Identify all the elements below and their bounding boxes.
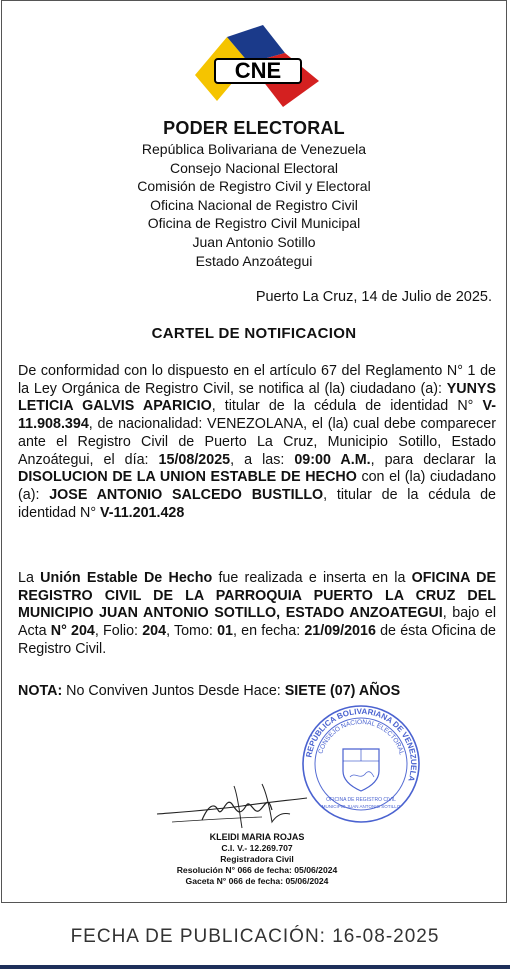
act-number: N° 204: [50, 623, 95, 640]
logo-text: CNE: [234, 58, 282, 83]
bottom-divider: [0, 965, 510, 969]
text-segment: , Tomo:: [166, 623, 218, 640]
institution-title: PODER ELECTORAL: [163, 118, 345, 138]
notification-paragraph: [18, 363, 496, 522]
registry-date: 21/09/2016: [304, 623, 376, 640]
act-type: DISOLUCION DE LA UNION ESTABLE DE HECHO: [18, 469, 357, 486]
institution-line: Consejo Nacional Electoral: [169, 159, 339, 176]
publication-date: FECHA DE PUBLICACIÓN: 16-08-2025: [70, 926, 440, 947]
folio-number: 204: [142, 623, 167, 640]
notification-card: [1, 0, 507, 903]
institution-lines: [2, 140, 506, 270]
text-segment: fue realizada e inserta en la: [212, 570, 412, 586]
text-segment: La: [18, 570, 41, 586]
official-seal: [298, 701, 424, 827]
institution-line: Juan Antonio Sotillo: [192, 233, 316, 250]
signer-block: [122, 832, 392, 887]
text-segment: , para declarar la: [370, 451, 496, 468]
text-segment: , bajo el Acta: [18, 605, 497, 640]
text-segment: , a las:: [230, 451, 295, 468]
citizen-name: YUNYS LETICIA GALVIS APARICIO: [18, 380, 496, 415]
appointment-date: 15/08/2025: [158, 451, 231, 468]
signer-id: C.I. V.- 12.269.707: [221, 843, 293, 853]
seal-center-text: OFICINA DE REGISTRO CIVIL: [326, 797, 396, 803]
signer-name: KLEIDI MARIA ROJAS: [209, 832, 305, 842]
note-value: SIETE (07) AÑOS: [284, 683, 401, 699]
note-label: NOTA:: [18, 683, 63, 699]
signer-resolution: Resolución N° 066 de fecha: 05/06/2024: [176, 865, 338, 875]
text-segment: , titular de la cédula de identidad N°: [211, 398, 483, 415]
text-segment: , de nacionalidad: VENEZOLANA, el (la) cual debe comparecer ante el Registro Civil de Puerto La Cruz, Municipio Sotillo, Estado Anzoátegui, el día:: [18, 416, 496, 468]
note-line: [18, 683, 496, 701]
seal-sub-text: MUNICIPIO JUAN ANTONIO SOTILLO: [321, 804, 401, 809]
tomo-number: 01: [217, 623, 233, 640]
place-date: Puerto La Cruz, 14 de Julio de 2025.: [255, 289, 492, 305]
institution-line: Oficina de Registro Civil Municipal: [147, 215, 361, 232]
seal-inner-text: CONSEJO NACIONAL ELECTORAL: [317, 718, 405, 756]
document-title: CARTEL DE NOTIFICACION: [151, 325, 357, 342]
cne-logo: [187, 23, 327, 113]
partner-id: V-11.201.428: [100, 504, 185, 521]
signer-gazette: Gaceta N° 066 de fecha: 05/06/2024: [185, 876, 329, 886]
registry-paragraph: [18, 570, 496, 659]
text-segment: De conformidad con lo dispuesto en el artículo 67 del Reglamento N° 1 de la Ley Orgánica de Registro Civil, se notifica al (la) ciudadano (a):: [18, 363, 496, 397]
text-segment: , Folio:: [94, 623, 143, 640]
institution-line: Comisión de Registro Civil y Electoral: [137, 178, 371, 195]
text-segment: con el (la) ciudadano (a):: [18, 469, 496, 503]
institution-line: Oficina Nacional de Registro Civil: [150, 196, 358, 213]
handwritten-signature: [142, 776, 322, 836]
text-segment: , titular de la cédula de identidad N°: [18, 486, 496, 521]
registry-office: OFICINA DE REGISTRO CIVIL DE LA PARROQUIA PUERTO LA CRUZ DEL MUNICIPIO JUAN ANTONIO SOTILLO, ESTADO ANZOATEGUI: [18, 570, 497, 622]
institution-line: República Bolivariana de Venezuela: [141, 141, 367, 157]
text-segment: , en fecha:: [232, 623, 305, 640]
seal-ring-text: REPÚBLICA BOLIVARIANA DE VENEZUELA: [304, 706, 419, 783]
institution-line: Estado Anzoátegui: [195, 252, 313, 269]
note-text: No Conviven Juntos Desde Hace:: [62, 683, 285, 699]
partner-name: JOSE ANTONIO SALCEDO BUSTILLO: [49, 486, 324, 503]
signer-role: Registradora Civil: [220, 854, 294, 864]
union-type: Unión Estable De Hecho: [40, 570, 213, 586]
text-segment: de ésta Oficina de Registro Civil.: [18, 623, 496, 657]
citizen-id: V-11.908.394: [18, 398, 496, 433]
appointment-time: 09:00 A.M.: [294, 451, 371, 468]
